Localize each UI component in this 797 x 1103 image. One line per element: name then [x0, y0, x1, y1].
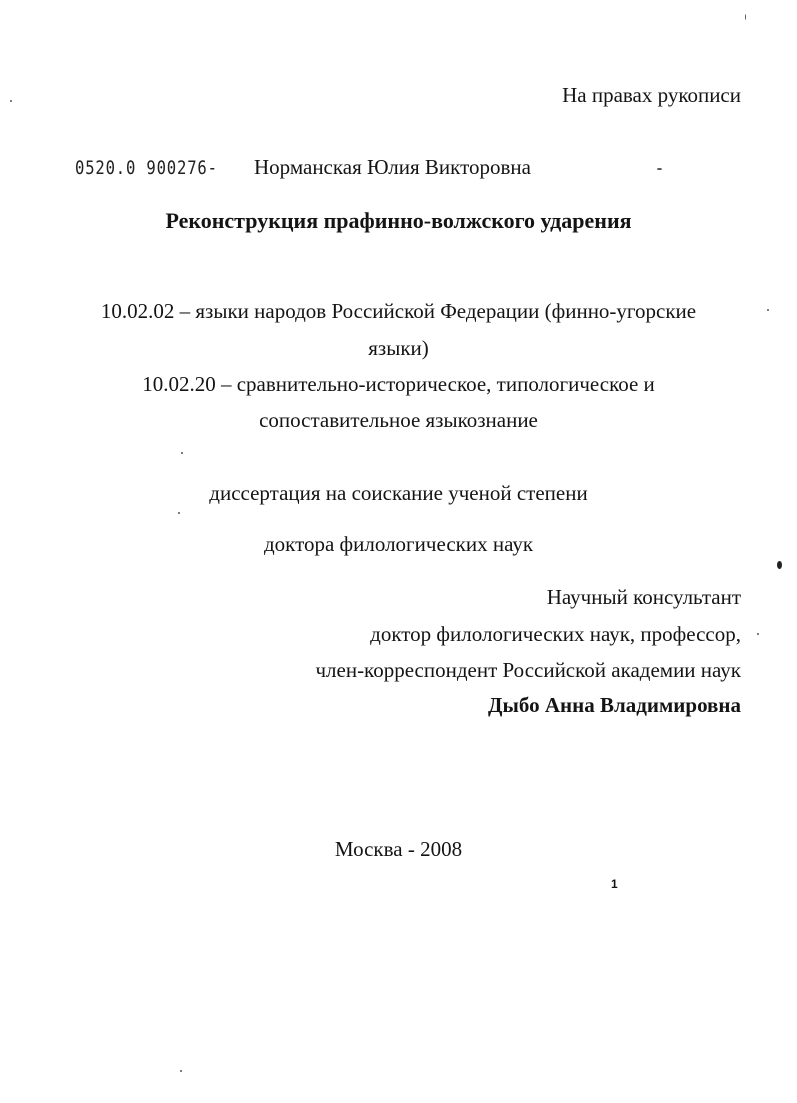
- specialty-line-3: 10.02.20 – сравнительно-историческое, типологическое и: [142, 372, 655, 396]
- scan-speck: [180, 1070, 182, 1072]
- advisor-role: Научный консультант: [546, 585, 741, 609]
- scan-speck: [767, 309, 769, 311]
- scan-speck: [757, 633, 759, 635]
- place-year: Москва - 2008: [334, 837, 463, 861]
- document-title: Реконструкция прафинно-волжского ударения: [165, 208, 632, 233]
- rights-notice: На правах рукописи: [562, 83, 741, 107]
- scan-speck: [10, 100, 12, 102]
- specialty-line-4: сопоставительное языкознание: [259, 408, 538, 432]
- page-number: 1: [611, 877, 618, 891]
- author-name: Норманская Юлия Викторовна: [254, 155, 531, 179]
- degree-line-1: диссертация на соискание ученой степени: [209, 481, 588, 505]
- scan-speck: [181, 452, 183, 454]
- advisor-membership: член-корреспондент Российской академии наук: [315, 658, 741, 682]
- scan-speck: [178, 512, 180, 514]
- specialty-line-2: языки): [368, 336, 429, 360]
- specialty-line-1: 10.02.02 – языки народов Российской Федерации (финно-угорские: [100, 299, 697, 323]
- advisor-credentials: доктор филологических наук, профессор,: [370, 622, 741, 646]
- advisor-name: Дыбо Анна Владимировна: [488, 693, 741, 717]
- catalog-code: 0520.0 900276-: [75, 157, 218, 179]
- degree-line-2: доктора филологических наук: [263, 532, 534, 556]
- scan-speck: [657, 168, 662, 170]
- scan-speck: [777, 561, 782, 569]
- scan-speck: [745, 14, 746, 20]
